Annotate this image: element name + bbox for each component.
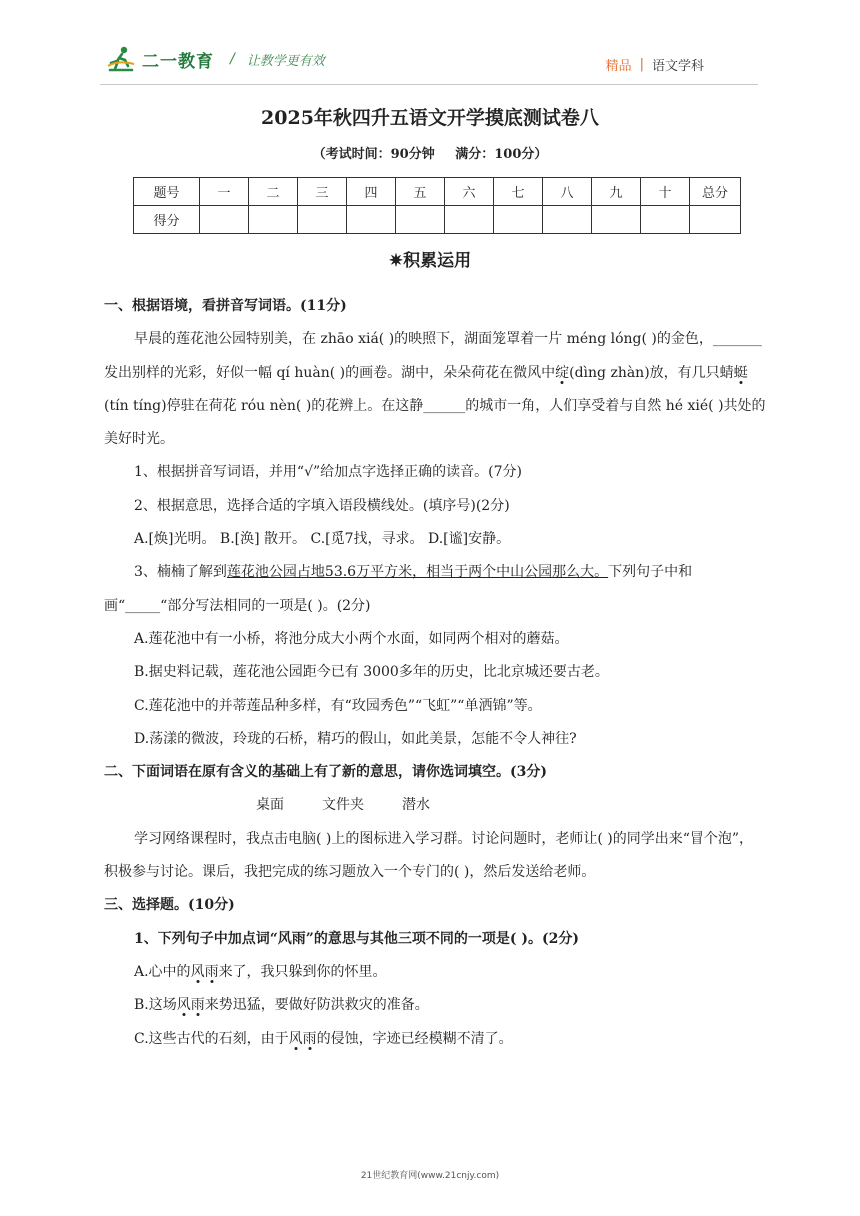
dotted-char: 风 <box>190 963 205 980</box>
word-option: 潜水 <box>402 797 430 814</box>
option-d[interactable]: D.荡漾的微波，玲珑的石桥，精巧的假山，如此美景，怎能不令人神往? <box>134 730 577 747</box>
q1-heading: 一、根据语境，看拼音写词语。(11分) <box>104 298 347 314</box>
underlined-text: 莲花池公园占地53.6万平方米，相当于两个中山公园那么大。 <box>226 564 609 581</box>
exam-full-score: 满分：100分） <box>455 147 548 162</box>
q1-sub1: 1、根据拼音写词语，并用“√”给加点字选择正确的读音。(7分) <box>134 464 522 481</box>
score-cell: 十 <box>641 178 690 206</box>
score-input-cell[interactable] <box>200 206 249 234</box>
dotted-char: 绽 <box>555 364 570 381</box>
score-input-cell[interactable] <box>592 206 641 234</box>
q3-heading: 三、选择题。(10分) <box>104 897 235 914</box>
score-cell: 八 <box>543 178 592 206</box>
q2-heading: 二、下面词语在原有含义的基础上有了新的意思，请你选词填空。(3分) <box>104 764 547 781</box>
score-label: 得分 <box>134 206 200 234</box>
sub3-text: 3、楠楠了解到 <box>134 564 227 581</box>
word-option: 文件夹 <box>322 797 364 814</box>
exam-time: （考试时间：90分钟 <box>312 147 435 162</box>
q3-option-b[interactable] <box>104 989 766 1022</box>
score-header-row <box>134 178 741 206</box>
quality-tag: 精品 <box>605 59 632 74</box>
word-option: 桌面 <box>256 797 284 814</box>
exam-title: 2025年秋四升五语文开学摸底测试卷八 <box>261 107 599 129</box>
score-cell: 题号 <box>134 178 200 206</box>
option-text: A.心中的 <box>134 963 191 980</box>
header-divider <box>100 84 758 85</box>
q1-sub3 <box>104 556 766 623</box>
option-text: 的侵蚀，字迹已经模糊不清了。 <box>316 1030 513 1047</box>
option-c[interactable]: C.莲花池中的并蒂莲品种多样，有“玫园秀色”“飞虹”“单洒锦”等。 <box>134 697 542 714</box>
score-input-cell[interactable] <box>641 206 690 234</box>
score-input-cell[interactable] <box>396 206 445 234</box>
score-input-cell[interactable] <box>494 206 543 234</box>
logo-slogan: 让教学更有效 <box>246 53 325 69</box>
score-input-cell[interactable] <box>347 206 396 234</box>
logo <box>106 44 325 74</box>
dotted-char: 蜓 <box>733 364 748 381</box>
sub3-text: 下列句子中和画“_____“部分写法相同的一项是( )。(2分) <box>104 564 693 614</box>
score-cell: 七 <box>494 178 543 206</box>
q1-passage <box>104 323 766 456</box>
score-value-row <box>134 206 741 234</box>
score-cell: 五 <box>396 178 445 206</box>
option-text: 来了，我只躲到你的怀里。 <box>218 963 387 980</box>
score-input-cell[interactable] <box>690 206 741 234</box>
q1-sub2-options: A.[焕]光明。 B.[涣] 散开。 C.[觅7找，寻求。 D.[谧]安静。 <box>134 531 511 548</box>
score-input-cell[interactable] <box>298 206 347 234</box>
dotted-char: 风 <box>176 997 191 1014</box>
exam-subtitle <box>0 143 860 162</box>
section-heading: ✷积累运用 <box>388 251 472 271</box>
page-footer: 21世纪教育网(www.21cnjy.com) <box>360 1171 500 1181</box>
q3-sub1: 1、下列句子中加点词“风雨”的意思与其他三项不同的一项是( )。(2分) <box>134 930 579 947</box>
score-cell: 二 <box>249 178 298 206</box>
q2-passage: 学习网络课程时，我点击电脑( )上的图标进入学习群。讨论问题时，老师让( )的同学出来“冒个泡”，积极参与讨论。课后，我把完成的练习题放入一个专门的( )，然后发送给老师。 <box>104 830 754 881</box>
q1-sub2: 2、根据意思，选择合适的字填入语段横线处。(填序号)(2分) <box>134 497 510 514</box>
passage-text: (tín tíng)停驻在荷花 róu nèn( )的花辨上。在这静______的城市一角，人们享受着与自然 hé xié( )共处的美好时光。 <box>104 397 766 448</box>
dotted-char: 雨 <box>302 1030 317 1047</box>
logo-slash: / <box>230 51 235 67</box>
score-input-cell[interactable] <box>543 206 592 234</box>
runner-logo-icon <box>106 44 136 74</box>
option-b[interactable]: B.据史料记载，莲花池公园距今已有 3000多年的历史，比北京城还要古老。 <box>134 664 609 681</box>
option-text: C.这些古代的石刻，由于 <box>134 1030 289 1047</box>
score-table <box>133 177 741 234</box>
score-cell: 总分 <box>690 178 741 206</box>
q3-option-a[interactable] <box>104 956 766 989</box>
option-text: 来势迅猛，要做好防洪救灾的准备。 <box>204 997 429 1014</box>
header-tags <box>606 55 704 74</box>
passage-text: (dìng zhàn)放，有几只蜻 <box>569 364 734 381</box>
option-a[interactable]: A.莲花池中有一小桥，将池分成大小两个水面，如同两个相对的蘑菇。 <box>134 630 569 647</box>
score-cell: 一 <box>200 178 249 206</box>
dotted-char: 雨 <box>204 963 219 980</box>
page-header <box>0 0 860 90</box>
q3-option-c[interactable] <box>104 1023 766 1056</box>
exam-body <box>104 290 766 1056</box>
subject-tag: 语文学科 <box>651 59 704 74</box>
header-separator: | <box>639 57 644 72</box>
q2-word-bank <box>104 789 766 822</box>
logo-text: 二一教育 <box>142 51 214 72</box>
dotted-char: 风 <box>288 1030 303 1047</box>
score-cell: 九 <box>592 178 641 206</box>
option-text: B.这场 <box>134 997 177 1014</box>
score-input-cell[interactable] <box>445 206 494 234</box>
score-cell: 四 <box>347 178 396 206</box>
score-cell: 六 <box>445 178 494 206</box>
score-input-cell[interactable] <box>249 206 298 234</box>
dotted-char: 雨 <box>190 997 205 1014</box>
passage-text: 早晨的莲花池公园特别美，在 zhāo xiá( )的映照下，湖面笼罩着一片 méng lóng( )的金色，_______发出别样的光彩，好似一幅 qí huàn( )的画卷。湖中，朵朵荷花在微风中 <box>104 331 762 381</box>
score-cell: 三 <box>298 178 347 206</box>
